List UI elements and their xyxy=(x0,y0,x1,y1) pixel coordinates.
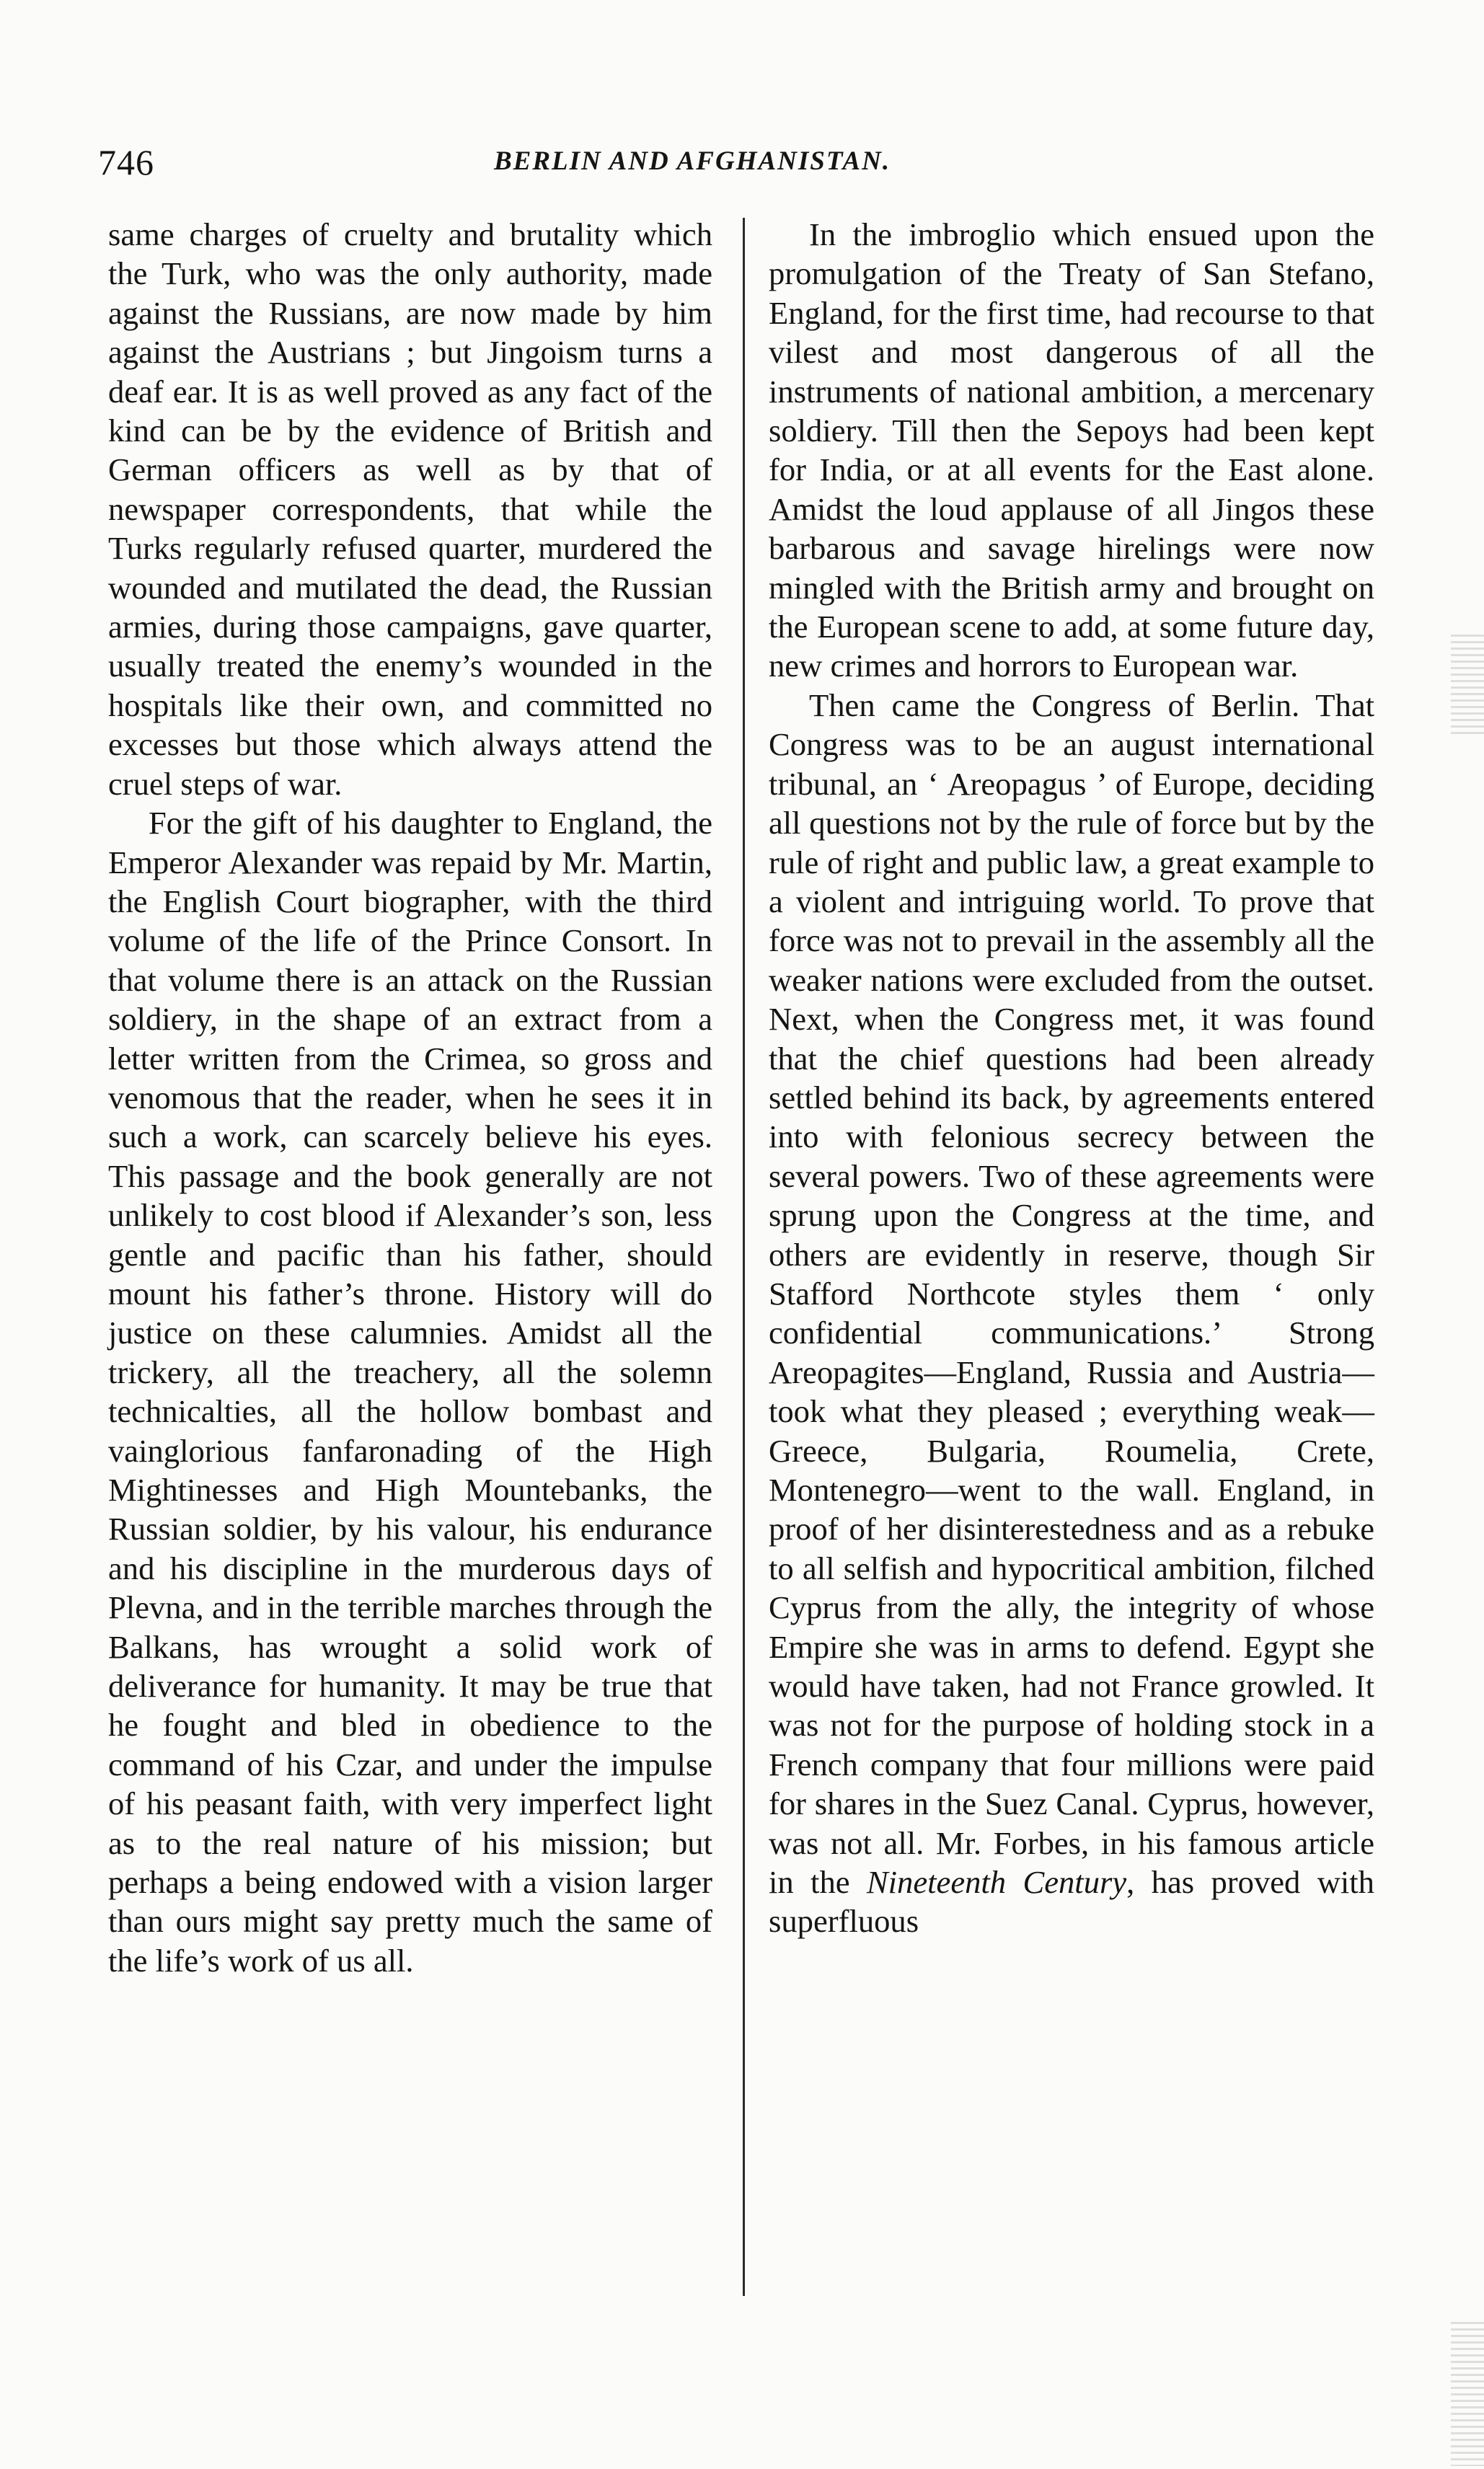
page-header xyxy=(94,141,1377,185)
paragraph-text: , has proved with superfluous xyxy=(769,1864,1374,1940)
paragraph-text: Then came the Congress of Berlin. That Congress was to be an august international tribunal, an ‘ Areopagus ’ of Europe, deciding all questions not by the rule of force but by the rule of right and public law, a great example to a violent and intriguing world. To prove that force was not to prevail in the assembly all the weaker nations were excluded from the outset. Next, when the Congress met, it was found that the chief questions had been already settled behind its back, by agreements entered into with felonious secrecy between the several powers. Two of these agreements were sprung upon the Congress at the time, and others are evidently in reserve, though Sir Stafford Northcote styles them ‘ only confidential communications.’ Strong Areopagites—England, Russia and Austria—took what they pleased ; everything weak—Greece, Bulgaria, Roumelia, Crete, Montenegro—went to the wall. England, in proof of her disinterestedness and as a rebuke to all selfish and hypocritical ambition, filched Cyprus from the ally, the integrity of whose Empire she was in arms to defend. Egypt she would have taken, had not France growled. It was not for the purpose of holding stock in a French company that four millions were paid for shares in the Suez Canal. Cyprus, however, was not all. Mr. Forbes, in his famous article in the xyxy=(769,686,1374,1901)
running-head: BERLIN AND AFGHANISTAN. xyxy=(494,146,891,176)
column-divider xyxy=(743,218,745,2296)
page-edge-mark xyxy=(1451,2322,1484,2466)
paragraph: same charges of cruelty and brutality which the Turk, who was the only authority, made against the Russians, are now made by him against the Austrians ; but Jingoism turns a deaf ear. It is as well proved as any fact of the kind can be by the evidence of British and German officers as well as by that of newspaper correspondents, that while the Turks regularly refused quarter, murdered the wounded and mutilated the dead, the Russian armies, during those campaigns, gave quarter, usually treated the enemy’s wounded in the hospitals like their own, and committed no excesses but those which always attend the cruel steps of war. xyxy=(108,216,712,802)
journal-title: Nineteenth Century xyxy=(866,1864,1127,1901)
left-column xyxy=(108,215,712,1980)
page-edge-mark xyxy=(1451,635,1484,736)
paragraph: For the gift of his daughter to England, the Emperor Alexander was repaid by Mr. Martin, the English Court biographer, with the third volume of the life of the Prince Consort. In that volume there is an attack on the Russian soldiery, in the shape of an extract from a letter written from the Crimea, so gross and venomous that the reader, when he sees it in such a work, can scarcely believe his eyes. This passage and the book generally are not unlikely to cost blood if Alexander’s son, less gentle and pacific than his father, should mount his father’s throne. History will do justice on these calumnies. Amidst all the trickery, all the treachery, all the solemn technicalties, all the hollow bombast and vainglorious fanfaronading of the High Mightinesses and High Mountebanks, the Russian soldier, by his valour, his endurance and his discipline in the murderous days of Plevna, and in the terrible marches through the Balkans, has wrought a solid work of deliverance for humanity. It may be true that he fought and bled in obedience to the command of his Czar, and under the impulse of his peasant faith, with very imperfect light as to the real nature of his mission; but perhaps a being endowed with a vision larger than ours might say pretty much the same of the life’s work of us all. xyxy=(108,805,712,1979)
paragraph: In the imbroglio which ensued upon the promulgation of the Treaty of San Stefano, England, for the first time, had recourse to that vilest and most dangerous of all the instruments of national ambition, a mercenary soldiery. Till then the Sepoys had been kept for India, or at all events for the East alone. Amidst the loud applause of all Jingos these barbarous and savage hirelings were now mingled with the British army and brought on the European scene to add, at some future day, new crimes and horrors to European war. xyxy=(769,216,1374,684)
paragraph xyxy=(769,686,1374,1941)
page-number: 746 xyxy=(98,142,154,182)
right-column xyxy=(769,215,1374,1941)
